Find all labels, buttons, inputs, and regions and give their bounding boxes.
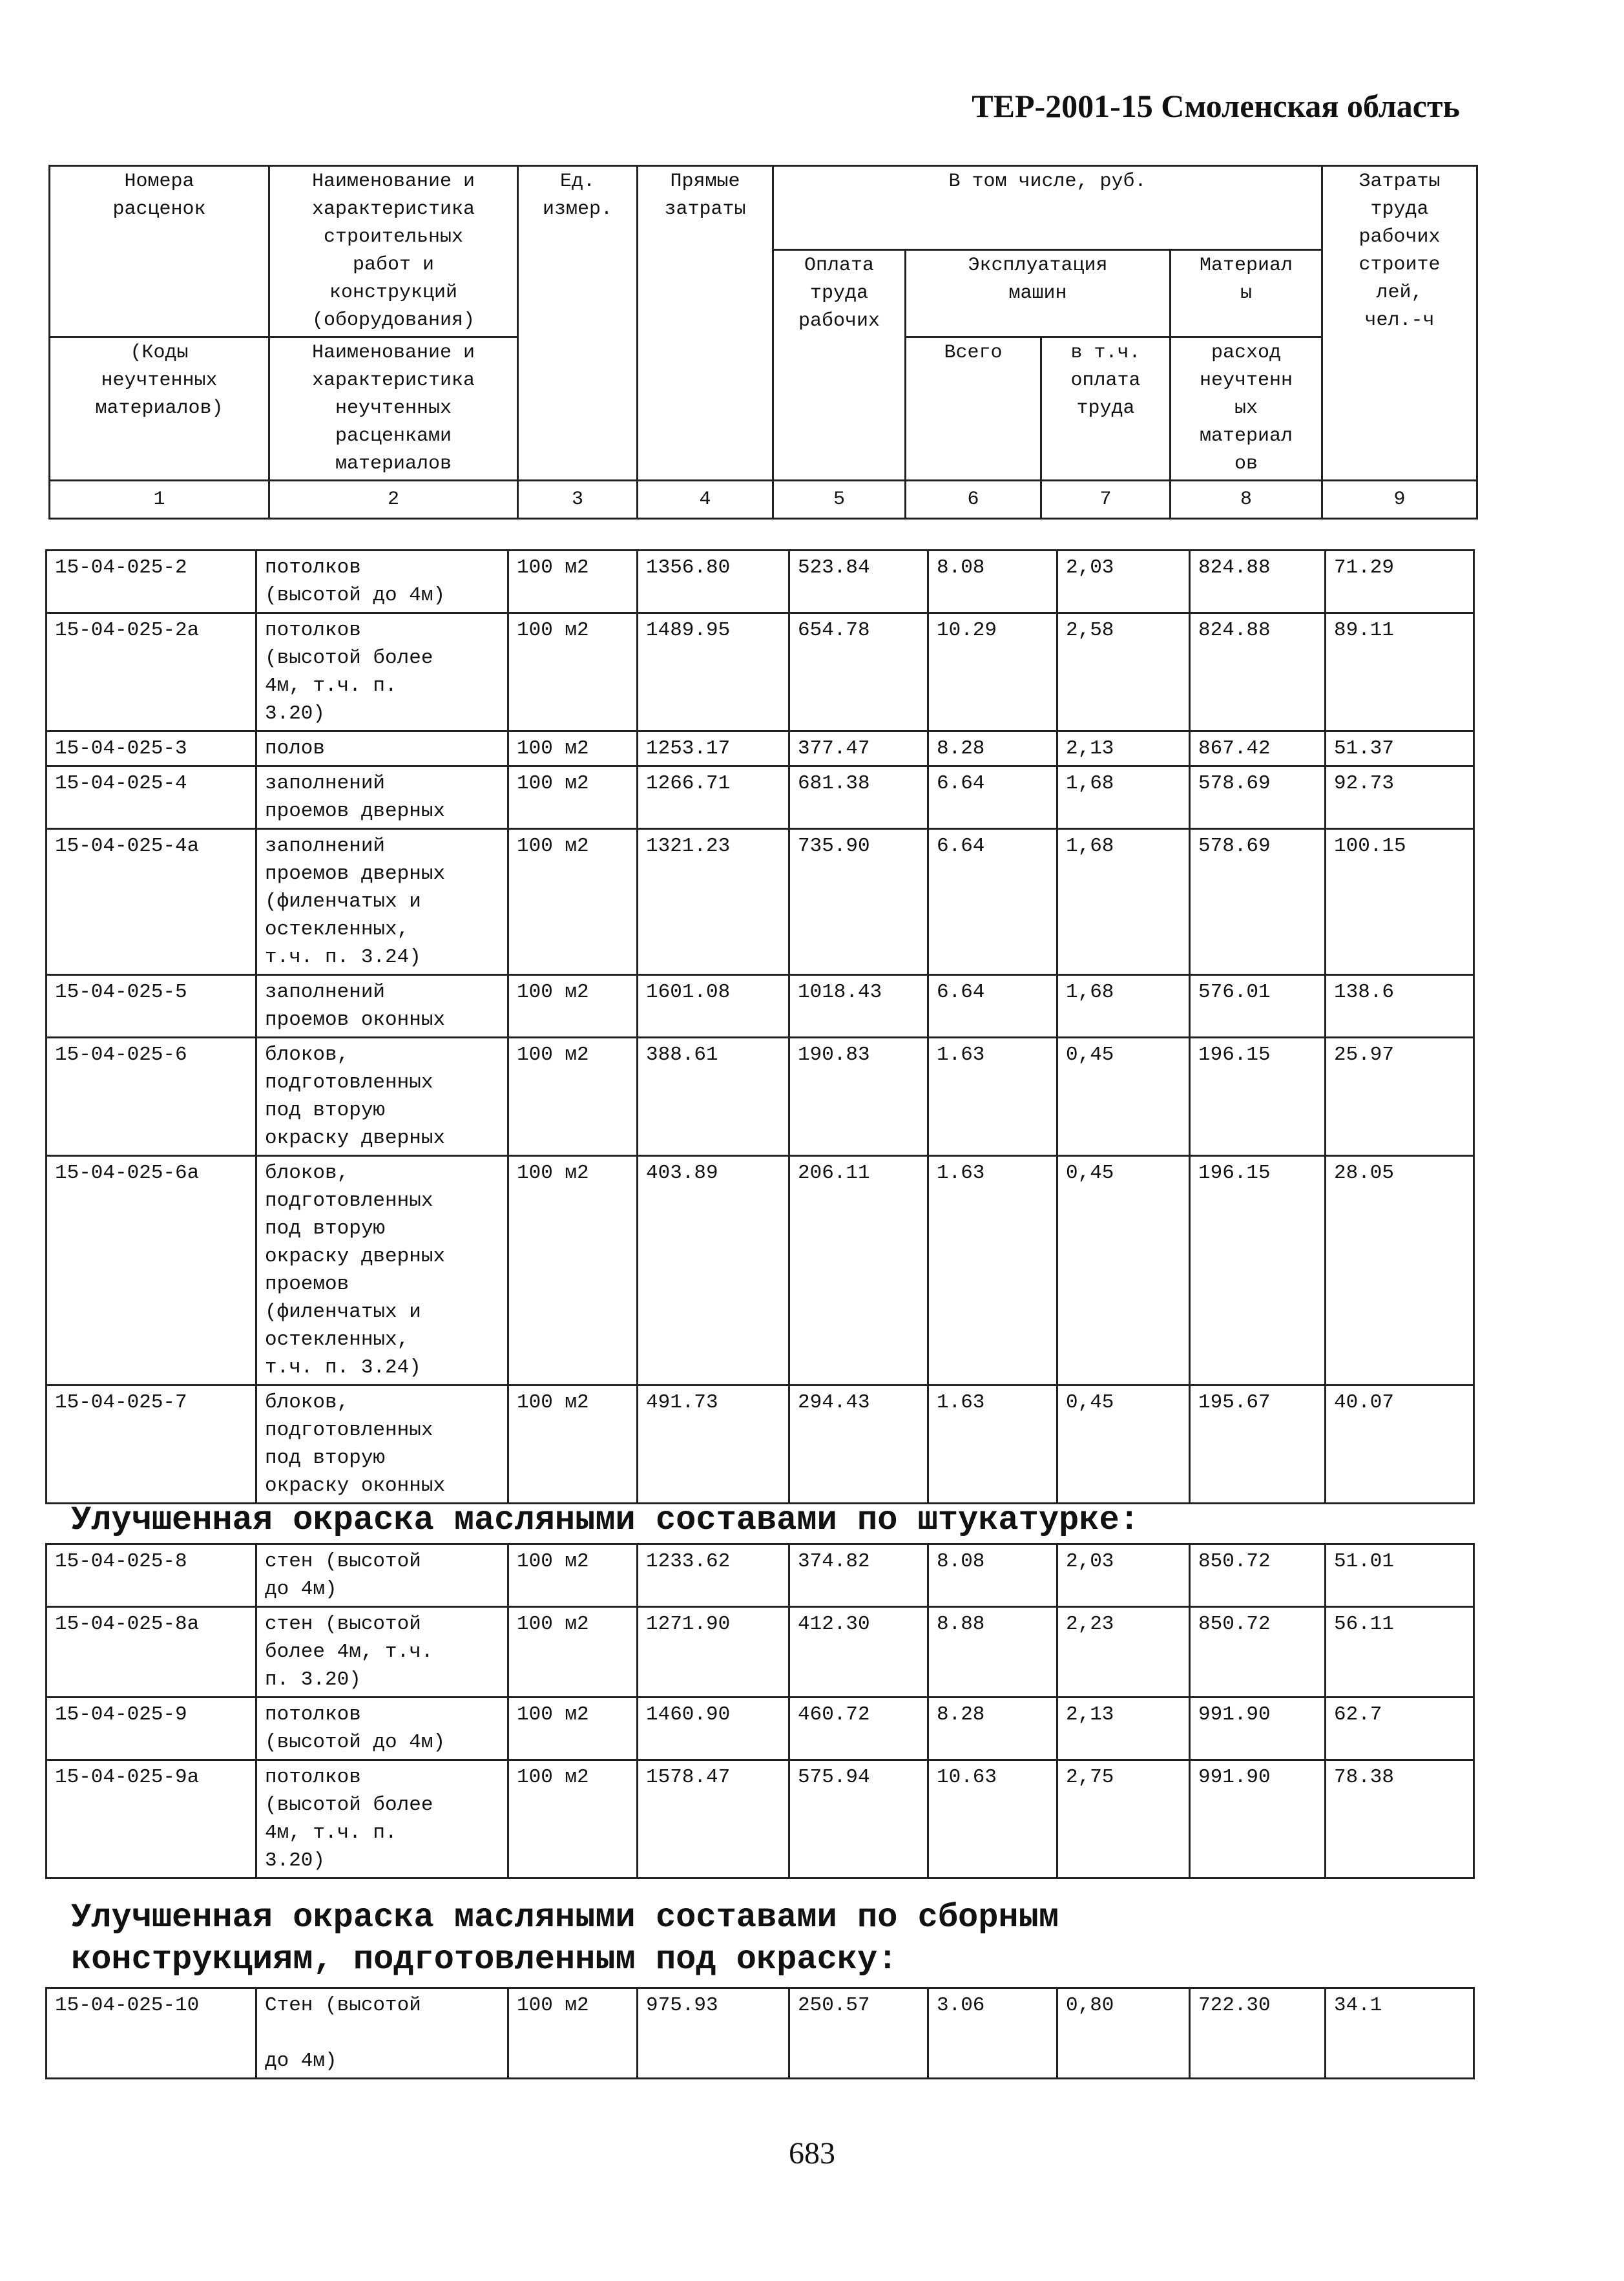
machine-total-cell: 1.63 xyxy=(928,1038,1057,1156)
machine-wages-cell: 1,68 xyxy=(1057,766,1190,829)
rate-code-cell: 15-04-025-9 xyxy=(47,1698,256,1760)
materials-cell: 850.72 xyxy=(1190,1607,1326,1698)
materials-cell: 991.90 xyxy=(1190,1760,1326,1878)
labor-costs-cell: 34.1 xyxy=(1326,1988,1474,2079)
rate-code-cell: 15-04-025-2 xyxy=(47,551,256,613)
labor-costs-cell: 92.73 xyxy=(1326,766,1474,829)
table-row xyxy=(47,829,1474,975)
machine-total-cell: 10.63 xyxy=(928,1760,1057,1878)
machine-total-cell: 8.08 xyxy=(928,551,1057,613)
table-row xyxy=(47,731,1474,766)
machine-total-cell: 8.28 xyxy=(928,1698,1057,1760)
rate-code-cell: 15-04-025-6 xyxy=(47,1038,256,1156)
header-materials: Материал ы xyxy=(1171,250,1322,337)
unit-cell: 100 м2 xyxy=(508,1038,638,1156)
direct-costs-cell: 491.73 xyxy=(638,1385,789,1504)
labor-costs-cell: 25.97 xyxy=(1326,1038,1474,1156)
unit-cell: 100 м2 xyxy=(508,1544,638,1607)
rate-code-cell: 15-04-025-8 xyxy=(47,1544,256,1607)
table-row xyxy=(47,975,1474,1038)
direct-costs-cell: 1233.62 xyxy=(638,1544,789,1607)
section-title: Улучшенная окраска масляными составами по сборным xyxy=(71,1898,1059,1937)
unit-cell: 100 м2 xyxy=(508,731,638,766)
table-row xyxy=(47,1988,1474,2079)
direct-costs-cell: 1266.71 xyxy=(638,766,789,829)
work-name-cell: потолков (высотой более 4м, т.ч. п. 3.20) xyxy=(256,613,508,731)
machine-total-cell: 8.08 xyxy=(928,1544,1057,1607)
rate-code-cell: 15-04-025-8а xyxy=(47,1607,256,1698)
direct-costs-cell: 1578.47 xyxy=(638,1760,789,1878)
labor-costs-cell: 71.29 xyxy=(1326,551,1474,613)
direct-costs-cell: 975.93 xyxy=(638,1988,789,2079)
header-rate-number: Номера расценок xyxy=(50,166,269,337)
unit-cell: 100 м2 xyxy=(508,551,638,613)
page-title: ТЕР-2001-15 Смоленская область xyxy=(972,88,1460,124)
labor-costs-cell: 51.37 xyxy=(1326,731,1474,766)
rate-code-cell: 15-04-025-4а xyxy=(47,829,256,975)
wages-cell: 374.82 xyxy=(789,1544,928,1607)
wages-cell: 206.11 xyxy=(789,1156,928,1385)
column-number: 2 xyxy=(269,481,518,519)
machine-wages-cell: 2,13 xyxy=(1057,731,1190,766)
materials-cell: 991.90 xyxy=(1190,1698,1326,1760)
rate-code-cell: 15-04-025-4 xyxy=(47,766,256,829)
wages-cell: 681.38 xyxy=(789,766,928,829)
work-name-cell: потолков (высотой до 4м) xyxy=(256,551,508,613)
direct-costs-cell: 1601.08 xyxy=(638,975,789,1038)
materials-cell: 824.88 xyxy=(1190,551,1326,613)
machine-wages-cell: 1,68 xyxy=(1057,829,1190,975)
machine-wages-cell: 2,03 xyxy=(1057,1544,1190,1607)
machine-wages-cell: 0,80 xyxy=(1057,1988,1190,2079)
labor-costs-cell: 40.07 xyxy=(1326,1385,1474,1504)
wages-cell: 412.30 xyxy=(789,1607,928,1698)
table-row xyxy=(47,766,1474,829)
machine-wages-cell: 2,13 xyxy=(1057,1698,1190,1760)
materials-cell: 867.42 xyxy=(1190,731,1326,766)
rate-code-cell: 15-04-025-3 xyxy=(47,731,256,766)
unit-cell: 100 м2 xyxy=(508,613,638,731)
materials-cell: 196.15 xyxy=(1190,1038,1326,1156)
column-number: 3 xyxy=(518,481,638,519)
machine-total-cell: 1.63 xyxy=(928,1156,1057,1385)
work-name-cell: блоков, подготовленных под вторую окраску дверных проемов (филенчатых и остекленных, т.ч. п. 3.24) xyxy=(256,1156,508,1385)
wages-cell: 654.78 xyxy=(789,613,928,731)
header-direct-costs: Прямые затраты xyxy=(638,166,773,481)
machine-total-cell: 6.64 xyxy=(928,829,1057,975)
wages-cell: 294.43 xyxy=(789,1385,928,1504)
header-table xyxy=(48,165,1478,520)
wages-cell: 250.57 xyxy=(789,1988,928,2079)
labor-costs-cell: 62.7 xyxy=(1326,1698,1474,1760)
column-number: 6 xyxy=(906,481,1041,519)
wages-cell: 575.94 xyxy=(789,1760,928,1878)
work-name-cell: блоков, подготовленных под вторую окраску оконных xyxy=(256,1385,508,1504)
materials-cell: 722.30 xyxy=(1190,1988,1326,2079)
direct-costs-cell: 1489.95 xyxy=(638,613,789,731)
materials-cell: 195.67 xyxy=(1190,1385,1326,1504)
column-number: 4 xyxy=(638,481,773,519)
unit-cell: 100 м2 xyxy=(508,975,638,1038)
work-name-cell: потолков (высотой более 4м, т.ч. п. 3.20) xyxy=(256,1760,508,1878)
unit-cell: 100 м2 xyxy=(508,1607,638,1698)
work-name-cell: потолков (высотой до 4м) xyxy=(256,1698,508,1760)
header-material-names: Наименование и характеристика неучтенных расценками материалов xyxy=(269,337,518,481)
wages-cell: 735.90 xyxy=(789,829,928,975)
header-machine-wages: в т.ч. оплата труда xyxy=(1041,337,1171,481)
rates-table-prefab xyxy=(45,1987,1475,2079)
work-name-cell: блоков, подготовленных под вторую окраску дверных xyxy=(256,1038,508,1156)
labor-costs-cell: 78.38 xyxy=(1326,1760,1474,1878)
direct-costs-cell: 1253.17 xyxy=(638,731,789,766)
header-material-codes: (Коды неучтенных материалов) xyxy=(50,337,269,481)
work-name-cell: заполнений проемов дверных xyxy=(256,766,508,829)
table-row xyxy=(47,1698,1474,1760)
table-row xyxy=(47,1544,1474,1607)
work-name-cell: Стен (высотой до 4м) xyxy=(256,1988,508,2079)
table-row xyxy=(47,1156,1474,1385)
materials-cell: 578.69 xyxy=(1190,829,1326,975)
direct-costs-cell: 403.89 xyxy=(638,1156,789,1385)
labor-costs-cell: 51.01 xyxy=(1326,1544,1474,1607)
column-number: 5 xyxy=(773,481,906,519)
rate-code-cell: 15-04-025-6а xyxy=(47,1156,256,1385)
work-name-cell: полов xyxy=(256,731,508,766)
rate-code-cell: 15-04-025-7 xyxy=(47,1385,256,1504)
machine-total-cell: 1.63 xyxy=(928,1385,1057,1504)
materials-cell: 196.15 xyxy=(1190,1156,1326,1385)
header-wages: Оплата труда рабочих xyxy=(773,250,906,481)
unit-cell: 100 м2 xyxy=(508,1698,638,1760)
labor-costs-cell: 100.15 xyxy=(1326,829,1474,975)
table-row xyxy=(47,551,1474,613)
machine-total-cell: 8.88 xyxy=(928,1607,1057,1698)
wages-cell: 523.84 xyxy=(789,551,928,613)
work-name-cell: стен (высотой более 4м, т.ч. п. 3.20) xyxy=(256,1607,508,1698)
materials-cell: 578.69 xyxy=(1190,766,1326,829)
machine-wages-cell: 0,45 xyxy=(1057,1385,1190,1504)
rate-code-cell: 15-04-025-5 xyxy=(47,975,256,1038)
unit-cell: 100 м2 xyxy=(508,766,638,829)
direct-costs-cell: 388.61 xyxy=(638,1038,789,1156)
direct-costs-cell: 1271.90 xyxy=(638,1607,789,1698)
unit-cell: 100 м2 xyxy=(508,1156,638,1385)
rate-code-cell: 15-04-025-10 xyxy=(47,1988,256,2079)
machine-wages-cell: 2,23 xyxy=(1057,1607,1190,1698)
wages-cell: 1018.43 xyxy=(789,975,928,1038)
table-row xyxy=(47,1760,1474,1878)
header-work-name: Наименование и характеристика строительных работ и конструкций (оборудования) xyxy=(269,166,518,337)
labor-costs-cell: 28.05 xyxy=(1326,1156,1474,1385)
unit-cell: 100 м2 xyxy=(508,1760,638,1878)
machine-total-cell: 6.64 xyxy=(928,975,1057,1038)
labor-costs-cell: 56.11 xyxy=(1326,1607,1474,1698)
machine-wages-cell: 0,45 xyxy=(1057,1038,1190,1156)
materials-cell: 824.88 xyxy=(1190,613,1326,731)
machine-wages-cell: 2,58 xyxy=(1057,613,1190,731)
work-name-cell: заполнений проемов оконных xyxy=(256,975,508,1038)
column-number: 1 xyxy=(50,481,269,519)
table-row xyxy=(47,1385,1474,1504)
labor-costs-cell: 138.6 xyxy=(1326,975,1474,1038)
table-row xyxy=(47,613,1474,731)
rate-code-cell: 15-04-025-2а xyxy=(47,613,256,731)
machine-wages-cell: 2,03 xyxy=(1057,551,1190,613)
section-title: конструкциям, подготовленным под окраску: xyxy=(71,1940,898,1979)
rates-table-plaster xyxy=(45,1543,1475,1879)
wages-cell: 460.72 xyxy=(789,1698,928,1760)
work-name-cell: стен (высотой до 4м) xyxy=(256,1544,508,1607)
header-labor-costs: Затраты труда рабочих строите лей, чел.-ч xyxy=(1322,166,1477,481)
direct-costs-cell: 1356.80 xyxy=(638,551,789,613)
direct-costs-cell: 1460.90 xyxy=(638,1698,789,1760)
unit-cell: 100 м2 xyxy=(508,1385,638,1504)
machine-total-cell: 6.64 xyxy=(928,766,1057,829)
wages-cell: 377.47 xyxy=(789,731,928,766)
machine-wages-cell: 2,75 xyxy=(1057,1760,1190,1878)
header-unit: Ед. измер. xyxy=(518,166,638,481)
header-material-consumption: расход неучтенн ых материал ов xyxy=(1171,337,1322,481)
table-row xyxy=(47,1607,1474,1698)
machine-wages-cell: 0,45 xyxy=(1057,1156,1190,1385)
work-name-cell: заполнений проемов дверных (филенчатых и остекленных, т.ч. п. 3.24) xyxy=(256,829,508,975)
column-number: 8 xyxy=(1171,481,1322,519)
header-machine-operation: Эксплуатация машин xyxy=(906,250,1171,337)
column-number: 9 xyxy=(1322,481,1477,519)
machine-wages-cell: 1,68 xyxy=(1057,975,1190,1038)
direct-costs-cell: 1321.23 xyxy=(638,829,789,975)
machine-total-cell: 10.29 xyxy=(928,613,1057,731)
materials-cell: 576.01 xyxy=(1190,975,1326,1038)
unit-cell: 100 м2 xyxy=(508,1988,638,2079)
table-row xyxy=(47,1038,1474,1156)
page-number: 683 xyxy=(789,2136,835,2171)
section-title: Улучшенная окраска масляными составами по штукатурке: xyxy=(71,1501,1140,1539)
column-number: 7 xyxy=(1041,481,1171,519)
wages-cell: 190.83 xyxy=(789,1038,928,1156)
machine-total-cell: 3.06 xyxy=(928,1988,1057,2079)
unit-cell: 100 м2 xyxy=(508,829,638,975)
header-machine-total: Всего xyxy=(906,337,1041,481)
header-including: В том числе, руб. xyxy=(773,166,1322,250)
rate-code-cell: 15-04-025-9а xyxy=(47,1760,256,1878)
materials-cell: 850.72 xyxy=(1190,1544,1326,1607)
rates-table-main xyxy=(45,549,1475,1504)
labor-costs-cell: 89.11 xyxy=(1326,613,1474,731)
machine-total-cell: 8.28 xyxy=(928,731,1057,766)
